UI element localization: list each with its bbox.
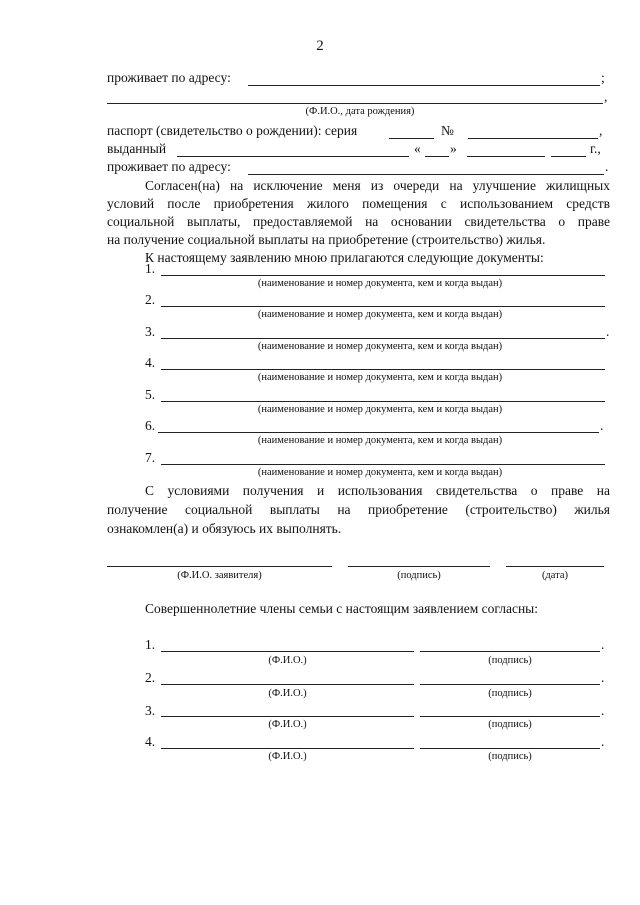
address-line[interactable] (248, 85, 600, 86)
issued-label: выданный (107, 141, 167, 156)
doc-number-5: 5. (145, 387, 156, 402)
doc-line-6[interactable] (158, 432, 599, 433)
address-period: . (605, 159, 609, 174)
applicant-fio-caption: (Ф.И.О. заявителя) (177, 570, 262, 581)
documents-intro: К настоящему заявлению мною прилагаются следующие документы: (145, 250, 544, 265)
doc-caption-5: (наименование и номер документа, кем и когда выдан) (257, 404, 503, 415)
quote-open: « (414, 141, 421, 156)
doc-caption-4: (наименование и номер документа, кем и когда выдан) (257, 372, 503, 383)
doc-number-2: 2. (145, 292, 156, 307)
member-sign-line-2[interactable] (420, 684, 600, 685)
doc-number-6: 6. (145, 418, 156, 433)
member-fio-caption-3: (Ф.И.О.) (268, 719, 307, 730)
member-fio-line-4[interactable] (161, 748, 414, 749)
doc-number-7: 7. (145, 450, 156, 465)
consent-line-4: на получение социальной выплаты на приобретение (строительство) жилья. (107, 232, 546, 247)
member-period-1: . (601, 637, 605, 652)
doc-number-3: 3. (145, 324, 156, 339)
passport-series-line[interactable] (389, 138, 434, 139)
member-fio-line-3[interactable] (161, 716, 414, 717)
member-sign-line-1[interactable] (420, 651, 600, 652)
address-label-2: проживает по адресу: (107, 159, 231, 174)
member-period-3: . (601, 703, 605, 718)
consent-line-1: Согласен(на) на исключение меня из очереди на улучшение жилищных (145, 178, 610, 193)
family-intro: Совершеннолетние члены семьи с настоящим заявлением согласны: (145, 601, 538, 616)
semicolon: ; (601, 70, 605, 85)
doc-line-2[interactable] (161, 306, 605, 307)
conditions-line-1: С условиями получения и использования свидетельства о праве на (145, 483, 610, 498)
member-sign-line-3[interactable] (420, 716, 600, 717)
doc-line-4[interactable] (161, 369, 605, 370)
member-fio-line-1[interactable] (161, 651, 414, 652)
doc-line-7[interactable] (161, 464, 605, 465)
member-period-2: . (601, 670, 605, 685)
applicant-date-caption: (дата) (541, 570, 569, 581)
member-sign-caption-1: (подпись) (488, 655, 532, 666)
member-fio-line-2[interactable] (161, 684, 414, 685)
applicant-sign-caption: (подпись) (397, 570, 441, 581)
issued-by-line[interactable] (177, 156, 409, 157)
fio-line[interactable] (107, 103, 603, 104)
consent-line-3: социальной выплаты, предоставляемой на основании свидетельства о праве (107, 214, 610, 229)
issued-day-line[interactable] (425, 156, 449, 157)
doc-number-1: 1. (145, 261, 156, 276)
doc-line-1[interactable] (161, 275, 605, 276)
applicant-date-line[interactable] (506, 566, 604, 567)
passport-label: паспорт (свидетельство о рождении): серия (107, 123, 358, 138)
page-number: 2 (316, 38, 324, 54)
conditions-line-3: ознакомлен(а) и обязуюсь их выполнять. (107, 521, 342, 536)
member-sign-caption-3: (подпись) (488, 719, 532, 730)
doc-number-4: 4. (145, 355, 156, 370)
applicant-fio-line[interactable] (107, 566, 332, 567)
address-line-2[interactable] (248, 174, 604, 175)
applicant-sign-line[interactable] (348, 566, 490, 567)
member-sign-caption-2: (подпись) (488, 688, 532, 699)
member-sign-caption-4: (подпись) (488, 751, 532, 762)
doc-end-3: . (606, 324, 610, 339)
doc-caption-1: (наименование и номер документа, кем и когда выдан) (257, 278, 503, 289)
comma: , (604, 89, 608, 104)
member-fio-caption-2: (Ф.И.О.) (268, 688, 307, 699)
doc-caption-7: (наименование и номер документа, кем и когда выдан) (257, 467, 503, 478)
fio-caption: (Ф.И.О., дата рождения) (305, 106, 415, 117)
issued-month-line[interactable] (467, 156, 545, 157)
member-number-1: 1. (145, 637, 156, 652)
quote-close: » (450, 141, 457, 156)
consent-line-2: условий после приобретения жилого помещения с использованием средств (107, 196, 610, 211)
address-label: проживает по адресу: (107, 70, 231, 85)
member-number-4: 4. (145, 734, 156, 749)
member-number-3: 3. (145, 703, 156, 718)
member-fio-caption-4: (Ф.И.О.) (268, 751, 307, 762)
doc-caption-3: (наименование и номер документа, кем и когда выдан) (257, 341, 503, 352)
member-period-4: . (601, 734, 605, 749)
member-sign-line-4[interactable] (420, 748, 600, 749)
conditions-line-2: получение социальной выплаты на приобретение (строительство) жилья (107, 502, 610, 517)
doc-line-5[interactable] (161, 401, 605, 402)
doc-end-6: . (600, 418, 604, 433)
doc-caption-2: (наименование и номер документа, кем и когда выдан) (257, 309, 503, 320)
passport-comma: , (599, 123, 603, 138)
year-suffix: г., (590, 141, 601, 156)
doc-caption-6: (наименование и номер документа, кем и когда выдан) (257, 435, 503, 446)
member-fio-caption-1: (Ф.И.О.) (268, 655, 307, 666)
issued-year-line[interactable] (551, 156, 586, 157)
number-sign: № (441, 123, 454, 138)
doc-line-3[interactable] (161, 338, 605, 339)
passport-number-line[interactable] (468, 138, 598, 139)
member-number-2: 2. (145, 670, 156, 685)
